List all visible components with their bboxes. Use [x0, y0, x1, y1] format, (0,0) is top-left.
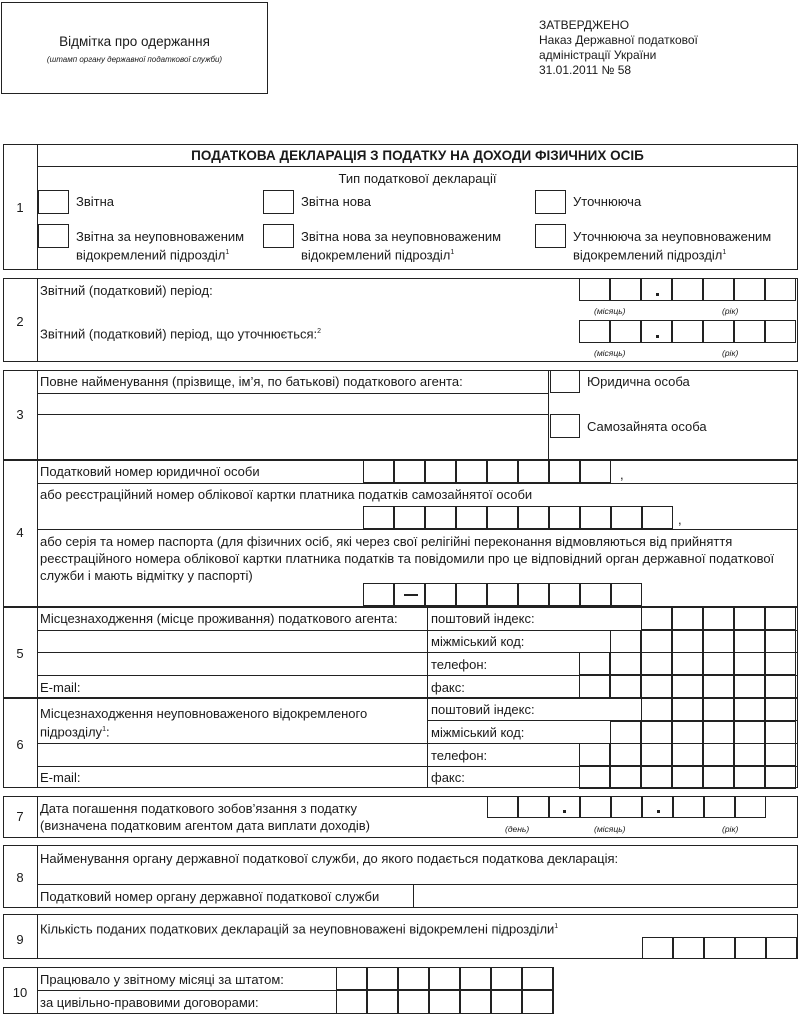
digit-cell[interactable] — [765, 607, 796, 630]
phone-label-6: телефон: — [431, 748, 488, 763]
section-7-number: 7 — [16, 809, 24, 824]
staff-count-label: Працювало у звітному місяці за штатом: — [40, 972, 284, 987]
digit-cell[interactable] — [703, 652, 734, 675]
digit-cell[interactable] — [518, 506, 549, 529]
digit-cell[interactable] — [487, 583, 518, 606]
digit-cell[interactable] — [610, 675, 641, 698]
digit-cell[interactable] — [734, 320, 765, 343]
digit-cell[interactable] — [766, 937, 797, 959]
checkbox-self-employed[interactable] — [550, 414, 580, 438]
month-caption-1: (місяць) — [594, 306, 626, 316]
section-1-number: 1 — [16, 200, 24, 215]
digit-cell[interactable] — [398, 967, 429, 990]
section-2-number: 2 — [16, 314, 24, 329]
digit-cell[interactable] — [460, 990, 491, 1014]
digit-cell[interactable] — [580, 583, 611, 606]
digit-cell[interactable] — [580, 460, 611, 483]
digit-cell[interactable] — [765, 652, 796, 675]
checkbox-legal-entity[interactable] — [550, 370, 580, 393]
digit-cell[interactable] — [734, 652, 765, 675]
digit-cell[interactable] — [336, 990, 367, 1014]
month-caption-7: (місяць) — [594, 824, 626, 834]
digit-cell[interactable] — [611, 506, 642, 529]
digit-cell[interactable] — [704, 937, 735, 959]
digit-cell[interactable] — [456, 506, 487, 529]
digit-cell[interactable] — [703, 766, 734, 789]
approval-line-1: ЗАТВЕРДЖЕНО — [539, 18, 630, 32]
digit-cell[interactable] — [642, 506, 673, 529]
checkbox-reporting-unauth[interactable] — [38, 224, 69, 248]
branch-address-label-1: Місцезнаходження неуповноваженого відокремленого — [40, 706, 368, 721]
digit-cell[interactable] — [580, 506, 611, 529]
digit-cell[interactable] — [456, 583, 487, 606]
digit-cell[interactable] — [429, 990, 460, 1014]
digit-cell[interactable] — [703, 630, 734, 653]
section-8-number: 8 — [16, 870, 24, 885]
label-self-employed: Самозайнята особа — [587, 419, 707, 434]
digit-cell[interactable] — [641, 698, 672, 721]
digit-cell[interactable] — [456, 460, 487, 483]
registration-number-label: або реєстраційний номер облікової картки платника податків самозайнятої особи — [40, 487, 533, 502]
digit-cell[interactable] — [641, 721, 672, 744]
tax-office-name-label: Найменування органу державної податкової служби, до якого подається податкова декларація: — [40, 851, 619, 866]
digit-cell[interactable] — [734, 675, 765, 698]
declaration-title: ПОДАТКОВА ДЕКЛАРАЦІЯ З ПОДАТКУ НА ДОХОДИ ФІЗИЧНИХ ОСІБ — [191, 148, 644, 163]
digit-cell[interactable] — [672, 743, 703, 766]
digit-cell[interactable] — [765, 320, 796, 343]
digit-cell[interactable] — [363, 583, 394, 606]
digit-cell[interactable] — [735, 796, 766, 818]
digit-cell[interactable] — [425, 506, 456, 529]
digit-cell[interactable] — [610, 743, 641, 766]
month-caption-2: (місяць) — [594, 348, 626, 358]
day-caption: (день) — [505, 824, 530, 834]
digit-cell[interactable] — [765, 278, 796, 301]
digit-cell[interactable] — [610, 630, 641, 653]
digit-cell[interactable] — [611, 796, 642, 818]
digit-cell[interactable] — [641, 278, 672, 301]
year-caption-2: (рік) — [722, 348, 739, 358]
digit-cell[interactable] — [549, 583, 580, 606]
digit-cell[interactable] — [641, 766, 672, 789]
email-label-5: E-mail: — [40, 680, 81, 695]
digit-cell[interactable] — [703, 607, 734, 630]
digit-cell[interactable] — [641, 320, 672, 343]
digit-cell[interactable] — [641, 607, 672, 630]
digit-cell[interactable] — [673, 937, 704, 959]
digit-cell[interactable] — [734, 743, 765, 766]
digit-cell[interactable] — [642, 937, 673, 959]
reporting-period-label: Звітний (податковий) період: — [40, 283, 213, 298]
stamp-subtitle: (штамп органу державної податкової служби) — [46, 55, 223, 64]
digit-cell[interactable] — [518, 796, 549, 818]
digit-cell[interactable] — [460, 967, 491, 990]
digit-cell[interactable] — [398, 990, 429, 1014]
phone-label-5: телефон: — [431, 657, 488, 672]
intercity-code-label-6: міжміський код: — [431, 725, 525, 740]
digit-cell[interactable] — [518, 583, 549, 606]
digit-cell[interactable] — [549, 506, 580, 529]
digit-cell[interactable] — [491, 967, 522, 990]
digit-cell[interactable] — [611, 583, 642, 606]
registration-number-comma: , — [678, 512, 682, 527]
digit-cell[interactable] — [672, 675, 703, 698]
year-caption-7: (рік) — [722, 824, 739, 834]
digit-cell[interactable] — [734, 278, 765, 301]
fax-label-6: факс: — [431, 770, 465, 785]
digit-cell[interactable] — [672, 721, 703, 744]
digit-cell[interactable] — [336, 967, 367, 990]
digit-cell[interactable] — [610, 278, 641, 301]
digit-cell[interactable] — [703, 675, 734, 698]
postal-code-label-6: поштовий індекс: — [431, 702, 535, 717]
section-10-number: 10 — [12, 985, 28, 1000]
digit-cell[interactable] — [429, 967, 460, 990]
clarified-period-label: Звітний (податковий) період, що уточнюється:$^2$ — [40, 326, 322, 342]
digit-cell[interactable] — [703, 721, 734, 744]
digit-cell[interactable] — [641, 743, 672, 766]
passport-label: або серія та номер паспорта (для фізичних осіб, які через свої релігійні переконання відмовляються від прийняття реєстраційного номера облікової картки платника податків та повідомили про це відповідний орган державної податкової служби і мають відмітку у паспорті) — [40, 534, 775, 583]
checkbox-reporting-new-unauth[interactable] — [263, 224, 294, 248]
checkbox-reporting-new[interactable] — [263, 190, 294, 214]
digit-cell[interactable] — [367, 967, 398, 990]
digit-cell[interactable] — [734, 698, 765, 721]
agent-name-label: Повне найменування (прізвище, ім’я, по батькові) податкового агента: — [40, 374, 463, 389]
digit-cell[interactable] — [735, 937, 766, 959]
digit-cell[interactable] — [765, 675, 796, 698]
digit-cell[interactable] — [367, 990, 398, 1014]
label-clarifying-unauth-1: Уточнююча за неуповноваженим — [573, 229, 772, 244]
digit-cell[interactable] — [549, 460, 580, 483]
digit-cell[interactable] — [734, 721, 765, 744]
digit-cell[interactable] — [641, 675, 672, 698]
fax-label-5: факс: — [431, 680, 465, 695]
payment-date-label-2: (визначена податковим агентом дата виплати доходів) — [40, 818, 370, 833]
digit-cell[interactable] — [579, 320, 610, 343]
digit-cell[interactable] — [487, 460, 518, 483]
digit-cell[interactable] — [610, 721, 641, 744]
digit-cell[interactable] — [734, 766, 765, 789]
digit-cell[interactable] — [642, 796, 673, 818]
digit-cell[interactable] — [672, 652, 703, 675]
declarations-count-label: Кількість поданих податкових декларацій за неуповноважені відокремлені підрозділи$^1$ — [40, 921, 559, 937]
digit-cell[interactable] — [765, 698, 796, 721]
digit-cell[interactable] — [673, 796, 704, 818]
branch-address-label-2: підрозділу$^1$: — [40, 724, 110, 740]
approval-line-3: адміністрації України — [539, 48, 657, 62]
intercity-code-label-5: міжміський код: — [431, 634, 525, 649]
digit-cell[interactable] — [672, 320, 703, 343]
digit-cell[interactable] — [610, 652, 641, 675]
digit-cell[interactable] — [579, 278, 610, 301]
digit-cell[interactable] — [491, 990, 522, 1014]
section-3-number: 3 — [16, 407, 24, 422]
declaration-type-label: Тип податкової декларації — [338, 171, 497, 186]
checkbox-clarifying[interactable] — [535, 190, 566, 214]
digit-cell[interactable] — [765, 766, 796, 789]
section-6-number: 6 — [16, 737, 24, 752]
digit-cell[interactable] — [518, 460, 549, 483]
digit-cell[interactable] — [610, 320, 641, 343]
approval-line-4: 31.01.2011 № 58 — [539, 63, 632, 77]
digit-cell[interactable] — [425, 460, 456, 483]
digit-cell[interactable] — [394, 506, 425, 529]
tax-number-comma: , — [620, 467, 624, 482]
tax-number-label: Податковий номер юридичної особи — [40, 464, 260, 479]
digit-cell[interactable] — [765, 721, 796, 744]
digit-cell[interactable] — [394, 460, 425, 483]
digit-cell[interactable] — [703, 698, 734, 721]
label-reporting-unauth-1: Звітна за неуповноваженим — [76, 229, 245, 244]
digit-cell[interactable] — [579, 652, 610, 675]
digit-cell[interactable] — [610, 766, 641, 789]
label-reporting-new-unauth-2: відокремлений підрозділ$^1$ — [301, 247, 455, 263]
digit-cell[interactable] — [672, 607, 703, 630]
label-clarifying-unauth-2: відокремлений підрозділ$^1$ — [573, 247, 727, 263]
digit-cell[interactable] — [703, 743, 734, 766]
label-clarifying: Уточнююча — [573, 194, 642, 209]
digit-cell[interactable] — [765, 630, 796, 653]
payment-date-label-1: Дата погашення податкового зобов’язання з податку — [40, 801, 357, 816]
label-reporting-new: Звітна нова — [301, 194, 372, 209]
section-5-number: 5 — [16, 646, 24, 661]
year-caption-1: (рік) — [722, 306, 739, 316]
tax-office-number-label: Податковий номер органу державної податкової служби — [40, 889, 380, 904]
digit-cell[interactable] — [672, 278, 703, 301]
digit-cell[interactable] — [363, 506, 394, 529]
digit-cell[interactable] — [703, 320, 734, 343]
postal-code-label-5: поштовий індекс: — [431, 611, 535, 626]
digit-cell[interactable] — [363, 460, 394, 483]
digit-cell[interactable] — [522, 990, 553, 1014]
digit-cell[interactable] — [734, 630, 765, 653]
digit-cell[interactable] — [487, 506, 518, 529]
label-reporting: Звітна — [76, 194, 115, 209]
label-reporting-new-unauth-1: Звітна нова за неуповноваженим — [301, 229, 502, 244]
digit-cell[interactable] — [579, 766, 610, 789]
section-4-number: 4 — [16, 525, 24, 540]
digit-cell[interactable] — [672, 766, 703, 789]
stamp-title: Відмітка про одержання — [59, 34, 210, 49]
contract-count-label: за цивільно-правовими договорами: — [40, 995, 259, 1010]
approval-line-2: Наказ Державної податкової — [539, 33, 698, 47]
agent-address-label: Місцезнаходження (місце проживання) податкового агента: — [40, 611, 398, 626]
label-legal-entity: Юридична особа — [587, 374, 690, 389]
digit-cell[interactable] — [641, 630, 672, 653]
digit-cell[interactable] — [704, 796, 735, 818]
digit-cell[interactable] — [580, 796, 611, 818]
section-9-number: 9 — [16, 932, 24, 947]
digit-cell[interactable] — [549, 796, 580, 818]
label-reporting-unauth-2: відокремлений підрозділ$^1$ — [76, 247, 230, 263]
digit-cell[interactable] — [672, 698, 703, 721]
checkbox-clarifying-unauth[interactable] — [535, 224, 566, 248]
digit-cell[interactable] — [425, 583, 456, 606]
agent-name-input[interactable] — [38, 415, 547, 459]
passport-dash — [404, 594, 418, 596]
checkbox-reporting[interactable] — [38, 190, 69, 214]
digit-cell[interactable] — [579, 675, 610, 698]
digit-cell[interactable] — [734, 607, 765, 630]
digit-cell[interactable] — [487, 796, 518, 818]
digit-cell[interactable] — [703, 278, 734, 301]
digit-cell[interactable] — [579, 743, 610, 766]
digit-cell[interactable] — [672, 630, 703, 653]
digit-cell[interactable] — [765, 743, 796, 766]
digit-cell[interactable] — [641, 652, 672, 675]
digit-cell[interactable] — [522, 967, 553, 990]
email-label-6: E-mail: — [40, 770, 81, 785]
